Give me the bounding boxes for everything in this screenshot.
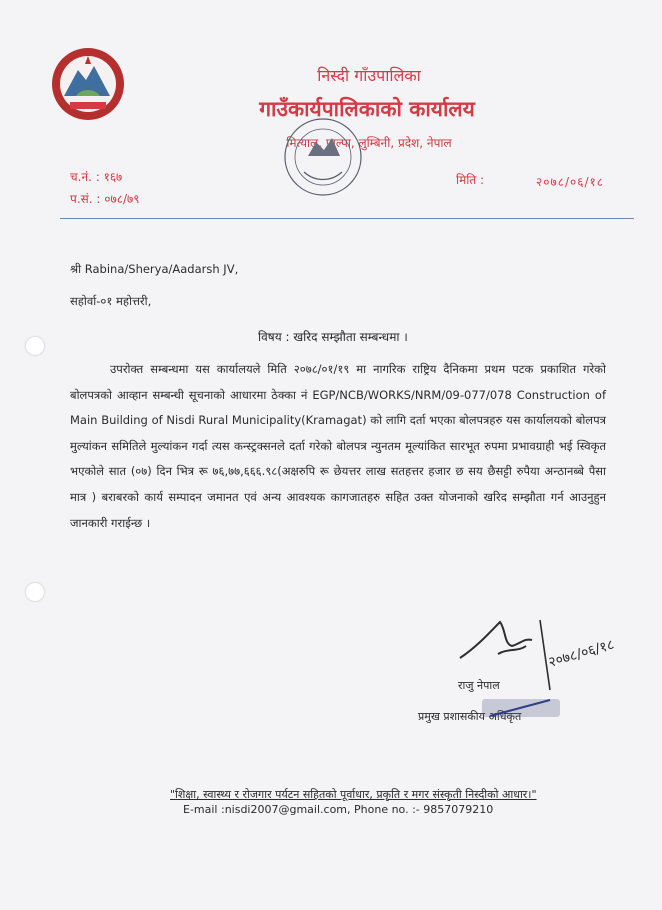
municipality-name: निस्दी गाँउपालिका <box>317 66 421 85</box>
signatory-designation: प्रमुख प्रशासकीय अधिकृत <box>418 710 522 723</box>
footer-contact: E-mail :nisdi2007@gmail.com, Phone no. :- 9857079210 <box>183 803 494 816</box>
footer-slogan: "शिक्षा, स्वास्थ्य र रोजगार पर्यटन सहितको पूर्वाधार, प्रकृति र मगर संस्कृती निस्दीको आधार।" <box>170 788 537 801</box>
office-seal-icon <box>280 114 366 200</box>
fiscal-year: प.सं. : ०७८/७९ <box>70 192 140 206</box>
office-name: गाउँकार्यपालिकाको कार्यालय <box>259 97 475 121</box>
recipient-line-2: सहोर्वा-०१ महोत्तरी, <box>70 294 152 308</box>
office-address: मित्याल, पाल्पा, लुम्बिनी, प्रदेश, नेपाल <box>286 136 452 150</box>
designation-stamp-icon <box>480 690 564 726</box>
date-label: मिति : <box>456 173 485 187</box>
recipient-line-1: श्री Rabina/Sherya/Aadarsh JV, <box>70 262 239 276</box>
letter-subject: विषय : खरिद सम्झौता सम्बन्धमा । <box>258 330 408 344</box>
letter-body: उपरोक्त सम्बन्धमा यस कार्यालयले मिति २०७८/०१/१९ मा नागरिक राष्ट्रिय दैनिकमा प्रथम पटक प्रकाशित गरेको बोलपत्रको आव्हान सम्बन्धी सूचनाको आधारमा ठेक्का नं EGP/NCB/WORKS/NRM/09-077/078 Construction of Main Building of Nisdi Rural Municipality(Kramagat) को लागि दर्ता भएका बोलपत्रहरु यस कार्यालयको बोलपत्र मुल्यांकन समितिले मुल्यांकन गर्दा त्यस कन्स्ट्रक्सनले दर्ता गरेको बोलपत्र न्युनतम मूल्यांकित सारभूत रुपमा प्रभावग्राही भई स्विकृत भएकोले सात (०७) दिन भित्र रू ७६,७७,६६६.९८(अक्षरुपि रू छेयत्तर लाख सतहत्तर हजार छ सय छैसट्टी रुपैया अन्ठानब्बे पैसा मात्र ) बराबरको कार्य सम्पादन जमानत एवं अन्य आवश्यक कागजातहरु सहित उक्त योजनाको खरिद सम्झौता गर्न आउनुहुन जानकारी गराईन्छ । <box>70 362 606 530</box>
letter-number: च.नं. : १६७ <box>70 170 123 184</box>
header-divider <box>60 218 634 219</box>
punch-hole <box>26 583 44 601</box>
letter-date: २०७८/०६/१८ <box>536 175 605 189</box>
punch-hole <box>26 337 44 355</box>
signatory-name: राजु नेपाल <box>458 679 500 692</box>
handwritten-date: २०७८/०६/१८ <box>546 636 617 671</box>
